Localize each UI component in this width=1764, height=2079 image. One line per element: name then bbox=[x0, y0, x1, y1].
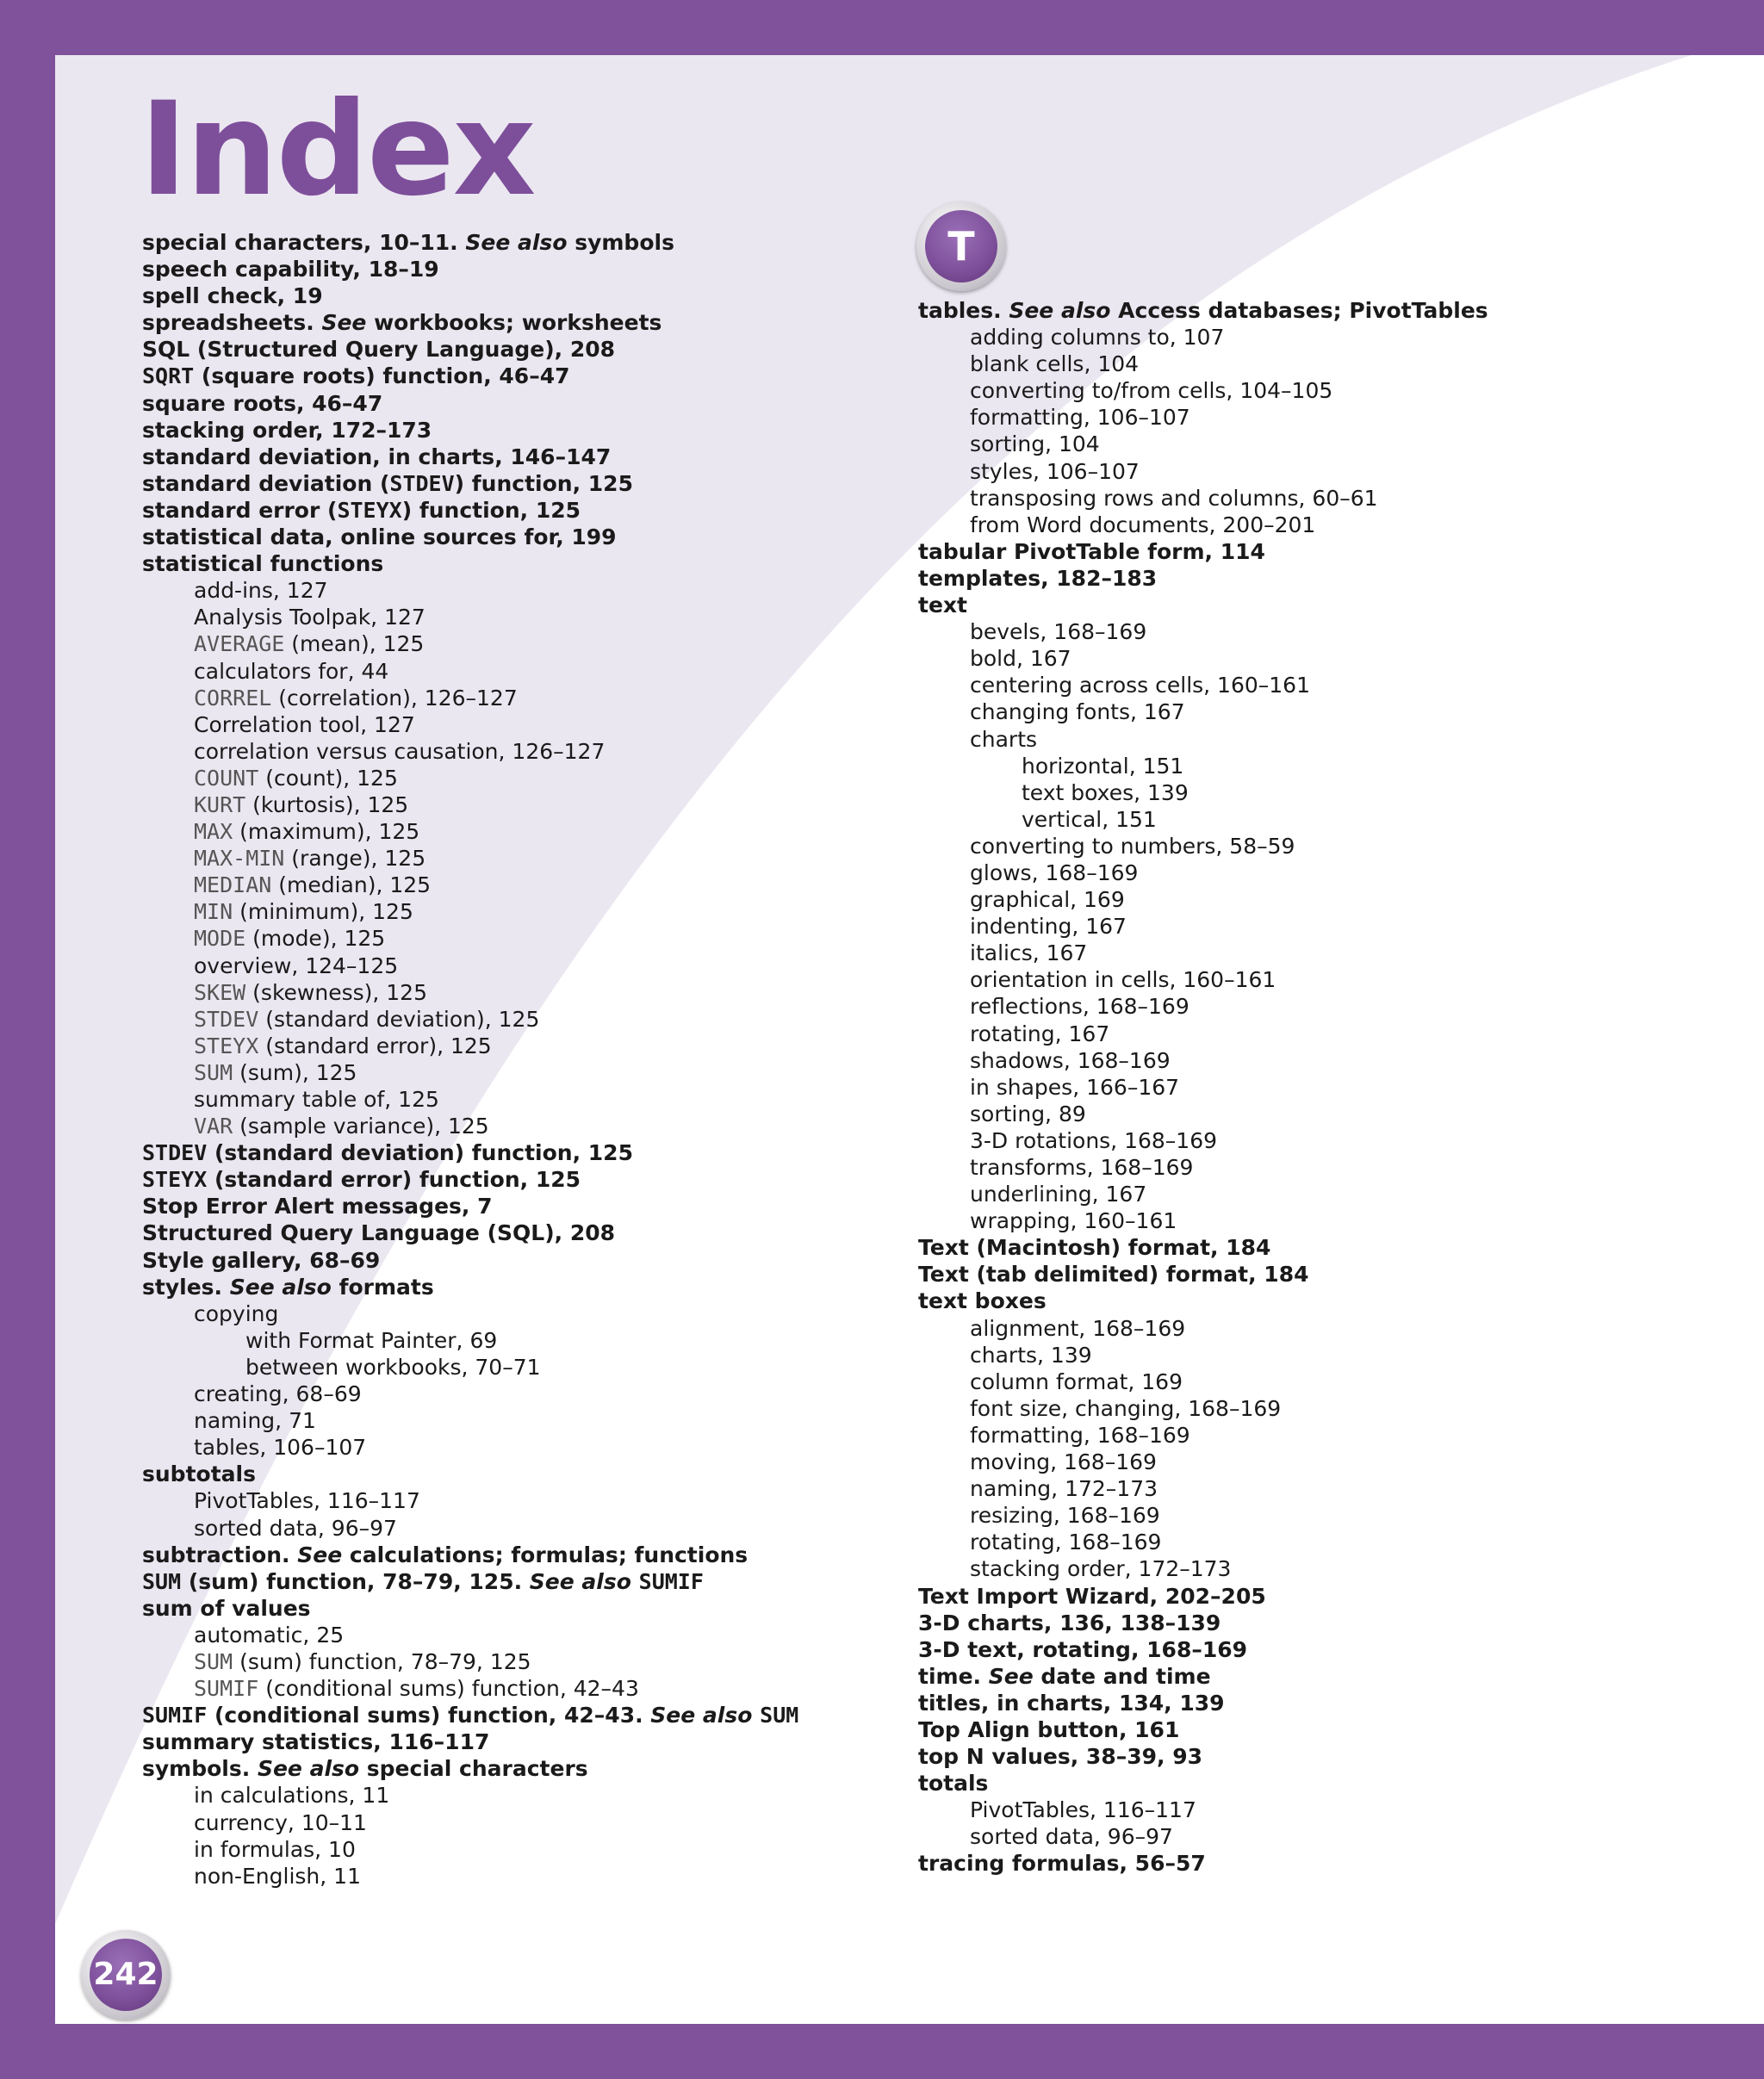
index-subentry bbox=[918, 618, 1693, 645]
entry-text: Access databases; PivotTables bbox=[1110, 298, 1488, 323]
code-term: MAX bbox=[194, 819, 233, 845]
entry-text: (mean), 125 bbox=[284, 631, 425, 657]
entry-text: tracing formulas, 56–57 bbox=[918, 1851, 1206, 1877]
index-subentry bbox=[918, 886, 1693, 913]
code-term: STEYX bbox=[337, 497, 402, 523]
index-entry bbox=[142, 229, 900, 256]
entry-text: (minimum), 125 bbox=[233, 899, 413, 925]
entry-text: between workbooks, 70–71 bbox=[245, 1354, 541, 1380]
entry-text: (standard deviation) function, 125 bbox=[207, 1140, 633, 1166]
entry-text: (standard error), 125 bbox=[258, 1033, 492, 1058]
entry-text: charts, 139 bbox=[970, 1342, 1092, 1368]
index-subentry bbox=[142, 630, 900, 657]
entry-text: (sum) function, 78–79, 125. bbox=[181, 1568, 530, 1594]
entry-text: in calculations, 11 bbox=[194, 1783, 390, 1809]
index-subentry bbox=[142, 872, 900, 898]
index-subentry bbox=[142, 1113, 900, 1139]
see-reference: See bbox=[988, 1663, 1034, 1689]
entry-text: (correlation), 126–127 bbox=[271, 685, 518, 711]
entry-text: (median), 125 bbox=[271, 872, 432, 898]
code-term: KURT bbox=[194, 791, 246, 817]
index-subentry bbox=[918, 1047, 1693, 1074]
entry-text: currency, 10–11 bbox=[194, 1809, 367, 1835]
entry-text: (sum) function, 78–79, 125 bbox=[233, 1648, 531, 1674]
see-reference: See also bbox=[465, 230, 568, 255]
entry-text: statistical functions bbox=[142, 551, 384, 577]
index-column-left bbox=[142, 229, 900, 1890]
entry-text: transposing rows and columns, 60–61 bbox=[970, 485, 1378, 511]
index-entry bbox=[918, 1610, 1693, 1636]
index-subentry bbox=[918, 1342, 1693, 1368]
entry-text: transforms, 168–169 bbox=[970, 1155, 1194, 1180]
entry-text: PivotTables, 116–117 bbox=[970, 1797, 1196, 1823]
entry-text: glows, 168–169 bbox=[970, 860, 1139, 885]
see-reference: See also bbox=[1009, 298, 1111, 323]
index-subentry bbox=[918, 1074, 1693, 1101]
index-entry bbox=[142, 256, 900, 282]
entry-text: titles, in charts, 134, 139 bbox=[918, 1690, 1225, 1716]
entry-text: Text Import Wizard, 202–205 bbox=[918, 1583, 1266, 1609]
entry-text: (conditional sums) function, 42–43. bbox=[207, 1703, 651, 1728]
code-term: SUMIF bbox=[638, 1568, 704, 1594]
index-entry bbox=[142, 390, 900, 417]
entry-text: alignment, 168–169 bbox=[970, 1315, 1186, 1341]
index-subentry bbox=[142, 1809, 900, 1836]
code-term: SQRT bbox=[142, 363, 195, 389]
index-entry bbox=[142, 282, 900, 309]
entry-text: text boxes, 139 bbox=[1022, 779, 1189, 805]
index-subentry bbox=[142, 845, 900, 872]
index-column-right bbox=[918, 297, 1693, 1877]
index-subentry bbox=[918, 806, 1693, 833]
entry-text: (standard deviation), 125 bbox=[258, 1006, 540, 1032]
entry-text: tabular PivotTable form, 114 bbox=[918, 538, 1265, 564]
index-entry bbox=[142, 497, 900, 524]
code-term: MODE bbox=[194, 926, 246, 952]
index-entry bbox=[142, 550, 900, 577]
index-entry bbox=[142, 309, 900, 336]
code-term: STEYX bbox=[142, 1167, 208, 1193]
entry-text: (count), 125 bbox=[258, 765, 398, 791]
index-subentry bbox=[918, 698, 1693, 725]
index-subentry bbox=[918, 458, 1693, 485]
entry-text: tables, 106–107 bbox=[194, 1435, 367, 1461]
entry-text: 3-D rotations, 168–169 bbox=[970, 1127, 1218, 1153]
index-entry bbox=[142, 1193, 900, 1219]
entry-text: with Format Painter, 69 bbox=[245, 1327, 498, 1353]
entry-text: 3-D text, rotating, 168–169 bbox=[918, 1636, 1248, 1662]
index-subentry bbox=[918, 377, 1693, 404]
entry-text: Correlation tool, 127 bbox=[194, 711, 415, 737]
code-term: CORREL bbox=[194, 685, 272, 711]
index-entry bbox=[142, 1755, 900, 1782]
entry-text: (mode), 125 bbox=[245, 926, 386, 952]
index-entry bbox=[142, 1139, 900, 1166]
index-subentry bbox=[142, 1863, 900, 1890]
index-entry bbox=[142, 363, 900, 389]
entry-text: (kurtosis), 125 bbox=[245, 791, 409, 817]
entry-text: (conditional sums) function, 42–43 bbox=[258, 1676, 639, 1702]
entry-text: Structured Query Language (SQL), 208 bbox=[142, 1220, 616, 1246]
entry-text: in shapes, 166–167 bbox=[970, 1074, 1180, 1100]
index-subentry bbox=[142, 1434, 900, 1461]
index-subentry bbox=[918, 1555, 1693, 1582]
see-reference: See also bbox=[650, 1703, 753, 1728]
entry-text: (standard error) function, 125 bbox=[207, 1167, 581, 1193]
index-entry bbox=[142, 470, 900, 497]
entry-text: SQL (Structured Query Language), 208 bbox=[142, 337, 616, 363]
entry-text: converting to/from cells, 104–105 bbox=[970, 378, 1333, 404]
entry-text: adding columns to, 107 bbox=[970, 325, 1225, 351]
entry-text: sum of values bbox=[142, 1595, 311, 1621]
entry-text: standard deviation, in charts, 146–147 bbox=[142, 444, 612, 469]
see-reference: See also bbox=[257, 1756, 360, 1782]
entry-text: from Word documents, 200–201 bbox=[970, 512, 1316, 537]
index-subentry bbox=[142, 1782, 900, 1809]
index-entry bbox=[918, 1288, 1693, 1314]
code-term: SKEW bbox=[194, 979, 246, 1005]
entry-text: resizing, 168–169 bbox=[970, 1503, 1160, 1529]
entry-text: calculations; formulas; functions bbox=[342, 1542, 748, 1567]
index-subentry bbox=[918, 1502, 1693, 1529]
index-subentry bbox=[918, 1395, 1693, 1422]
entry-text: square roots, 46–47 bbox=[142, 390, 383, 416]
entry-text: overview, 124–125 bbox=[194, 953, 399, 978]
code-term: COUNT bbox=[194, 765, 259, 791]
index-entry bbox=[918, 1690, 1693, 1716]
index-subentry bbox=[142, 711, 900, 738]
code-term: MEDIAN bbox=[194, 872, 272, 898]
index-entry bbox=[142, 1595, 900, 1622]
index-subentry bbox=[918, 324, 1693, 351]
index-entry bbox=[142, 336, 900, 363]
index-subentry bbox=[142, 604, 900, 630]
code-term: SUM bbox=[142, 1568, 182, 1594]
index-entry bbox=[142, 1542, 900, 1568]
index-entry bbox=[142, 1461, 900, 1487]
entry-text: totals bbox=[918, 1771, 989, 1797]
entry-text: centering across cells, 160–161 bbox=[970, 673, 1310, 698]
entry-text: (sample variance), 125 bbox=[233, 1114, 489, 1139]
code-term: STDEV bbox=[194, 1006, 259, 1032]
index-subentry bbox=[142, 765, 900, 791]
index-subentry bbox=[142, 791, 900, 818]
index-entry bbox=[142, 1247, 900, 1274]
index-subentry bbox=[918, 672, 1693, 698]
see-reference: See bbox=[321, 310, 367, 336]
index-subentry bbox=[142, 1407, 900, 1434]
index-subentry bbox=[918, 1021, 1693, 1047]
index-subentry bbox=[918, 860, 1693, 886]
index-subentry bbox=[918, 1127, 1693, 1154]
entry-text: rotating, 168–169 bbox=[970, 1530, 1162, 1555]
index-page bbox=[55, 55, 1764, 2024]
entry-text: column format, 169 bbox=[970, 1368, 1183, 1394]
entry-text: text boxes bbox=[918, 1288, 1047, 1314]
entry-text: ) function, 125 bbox=[401, 497, 581, 523]
index-subentry bbox=[918, 1315, 1693, 1342]
entry-text: spreadsheets. bbox=[142, 310, 322, 336]
code-term: MAX-MIN bbox=[194, 846, 285, 872]
index-subentry bbox=[142, 577, 900, 604]
index-entry bbox=[918, 1583, 1693, 1610]
entry-text: symbols bbox=[567, 230, 674, 255]
index-subentry bbox=[918, 485, 1693, 512]
entry-text: Analysis Toolpak, 127 bbox=[194, 605, 425, 630]
index-entry bbox=[918, 1261, 1693, 1288]
index-subentry bbox=[142, 1836, 900, 1863]
index-subentry bbox=[918, 351, 1693, 377]
entry-text: symbols. bbox=[142, 1756, 258, 1782]
page-number: 242 bbox=[90, 1939, 162, 2011]
index-subentry bbox=[142, 1354, 900, 1381]
index-subentry bbox=[142, 1648, 900, 1675]
index-entry bbox=[918, 1770, 1693, 1797]
index-subentry bbox=[918, 404, 1693, 431]
index-subentry bbox=[918, 753, 1693, 779]
entry-text: sorted data, 96–97 bbox=[970, 1824, 1173, 1850]
index-subentry bbox=[142, 1675, 900, 1702]
entry-text: non-English, 11 bbox=[194, 1863, 361, 1889]
index-subentry bbox=[142, 738, 900, 765]
entry-text: blank cells, 104 bbox=[970, 351, 1140, 377]
entry-text: automatic, 25 bbox=[194, 1622, 345, 1648]
entry-text: styles. bbox=[142, 1274, 230, 1300]
index-subentry bbox=[142, 898, 900, 925]
entry-text: summary statistics, 116–117 bbox=[142, 1729, 490, 1755]
index-entry bbox=[918, 297, 1693, 324]
code-term: SUM bbox=[194, 1648, 233, 1674]
entry-text: orientation in cells, 160–161 bbox=[970, 967, 1276, 993]
index-entry bbox=[142, 444, 900, 470]
entry-text: (square roots) function, 46–47 bbox=[194, 363, 570, 389]
entry-text: (range), 125 bbox=[284, 846, 426, 872]
index-entry bbox=[142, 1702, 900, 1728]
index-subentry bbox=[918, 1154, 1693, 1181]
index-entry bbox=[142, 1568, 900, 1595]
code-term: SUM bbox=[760, 1703, 799, 1728]
index-subentry bbox=[918, 966, 1693, 993]
entry-text: speech capability, 18–19 bbox=[142, 257, 439, 282]
code-term: SUMIF bbox=[142, 1703, 208, 1728]
index-entry bbox=[918, 538, 1693, 565]
index-subentry bbox=[918, 1449, 1693, 1475]
entry-text: top N values, 38–39, 93 bbox=[918, 1744, 1202, 1770]
index-entry bbox=[142, 417, 900, 444]
index-subentry bbox=[142, 1327, 900, 1354]
entry-text: creating, 68–69 bbox=[194, 1381, 362, 1407]
index-subentry bbox=[918, 1207, 1693, 1234]
entry-text: wrapping, 160–161 bbox=[970, 1208, 1177, 1234]
index-subentry bbox=[918, 993, 1693, 1020]
code-term: STEYX bbox=[194, 1033, 259, 1058]
entry-text: reflections, 168–169 bbox=[970, 994, 1189, 1020]
index-subentry bbox=[142, 925, 900, 952]
entry-text: bold, 167 bbox=[970, 646, 1071, 672]
entry-text: converting to numbers, 58–59 bbox=[970, 833, 1295, 859]
entry-text: calculators for, 44 bbox=[194, 658, 389, 684]
entry-text: correlation versus causation, 126–127 bbox=[194, 738, 606, 764]
index-entry bbox=[918, 1636, 1693, 1663]
entry-text: Style gallery, 68–69 bbox=[142, 1247, 381, 1273]
entry-text: horizontal, 151 bbox=[1022, 753, 1184, 779]
see-reference: See also bbox=[229, 1274, 332, 1300]
index-entry bbox=[918, 1234, 1693, 1261]
index-subentry bbox=[142, 1086, 900, 1113]
see-reference: See bbox=[297, 1542, 343, 1567]
entry-text: naming, 172–173 bbox=[970, 1476, 1158, 1502]
entry-text bbox=[631, 1569, 639, 1594]
index-subentry bbox=[918, 431, 1693, 457]
entry-text: Text (tab delimited) format, 184 bbox=[918, 1262, 1309, 1288]
entry-text: workbooks; worksheets bbox=[366, 310, 662, 336]
code-term: STDEV bbox=[142, 1140, 208, 1166]
code-term: STDEV bbox=[389, 470, 455, 496]
index-subentry bbox=[918, 1368, 1693, 1395]
code-term: SUM bbox=[194, 1059, 233, 1085]
entry-text: add-ins, 127 bbox=[194, 578, 328, 604]
index-subentry bbox=[918, 1475, 1693, 1502]
entry-text: summary table of, 125 bbox=[194, 1087, 439, 1112]
index-subentry bbox=[918, 779, 1693, 806]
entry-text: naming, 71 bbox=[194, 1408, 316, 1434]
index-subentry bbox=[142, 953, 900, 979]
index-entry bbox=[918, 1850, 1693, 1877]
index-subentry bbox=[918, 1422, 1693, 1449]
entry-text: (sum), 125 bbox=[233, 1059, 357, 1085]
index-entry bbox=[142, 1219, 900, 1246]
index-subentry bbox=[918, 833, 1693, 860]
entry-text: shadows, 168–169 bbox=[970, 1047, 1171, 1073]
entry-text: subtotals bbox=[142, 1462, 256, 1487]
entry-text bbox=[752, 1703, 760, 1728]
index-subentry bbox=[918, 1823, 1693, 1850]
entry-text: sorting, 89 bbox=[970, 1101, 1086, 1126]
index-subentry bbox=[918, 1529, 1693, 1555]
entry-text: copying bbox=[194, 1300, 279, 1326]
entry-text: italics, 167 bbox=[970, 940, 1088, 966]
index-entry bbox=[918, 1743, 1693, 1770]
page-number-badge bbox=[81, 1930, 171, 2020]
entry-text: graphical, 169 bbox=[970, 887, 1125, 913]
index-entry bbox=[142, 524, 900, 550]
entry-text: underlining, 167 bbox=[970, 1182, 1147, 1207]
entry-text: PivotTables, 116–117 bbox=[194, 1488, 420, 1514]
entry-text: sorting, 104 bbox=[970, 431, 1100, 457]
entry-text: special characters, 10–11. bbox=[142, 230, 466, 255]
see-reference: See also bbox=[529, 1568, 631, 1594]
index-subentry bbox=[142, 1487, 900, 1514]
page-title: Index bbox=[140, 75, 535, 225]
entry-text: font size, changing, 168–169 bbox=[970, 1395, 1282, 1421]
code-term: MIN bbox=[194, 899, 233, 925]
entry-text: indenting, 167 bbox=[970, 914, 1127, 940]
entry-text: styles, 106–107 bbox=[970, 458, 1140, 484]
entry-text: standard error ( bbox=[142, 497, 338, 523]
entry-text: rotating, 167 bbox=[970, 1021, 1110, 1046]
entry-text: time. bbox=[918, 1663, 989, 1689]
entry-text: text bbox=[918, 593, 967, 618]
entry-text: moving, 168–169 bbox=[970, 1449, 1157, 1475]
index-subentry bbox=[142, 1006, 900, 1033]
entry-text: Stop Error Alert messages, 7 bbox=[142, 1194, 493, 1219]
index-subentry bbox=[142, 979, 900, 1006]
index-subentry bbox=[142, 1033, 900, 1059]
entry-text: (maximum), 125 bbox=[233, 819, 420, 845]
entry-text: stacking order, 172–173 bbox=[970, 1556, 1232, 1582]
section-letter: T bbox=[925, 210, 997, 282]
entry-text: formatting, 106–107 bbox=[970, 405, 1190, 431]
code-term: SUMIF bbox=[194, 1676, 259, 1702]
index-subentry bbox=[142, 1622, 900, 1648]
entry-text: bevels, 168–169 bbox=[970, 619, 1147, 645]
entry-text: formatting, 168–169 bbox=[970, 1422, 1190, 1448]
entry-text: stacking order, 172–173 bbox=[142, 417, 432, 443]
index-subentry bbox=[918, 645, 1693, 672]
entry-text: 3-D charts, 136, 138–139 bbox=[918, 1610, 1221, 1635]
index-subentry bbox=[142, 1515, 900, 1542]
entry-text: ) function, 125 bbox=[454, 470, 633, 496]
index-entry bbox=[142, 1274, 900, 1300]
section-letter-badge bbox=[916, 202, 1006, 291]
entry-text: charts bbox=[970, 726, 1038, 752]
entry-text: standard deviation ( bbox=[142, 470, 390, 496]
index-subentry bbox=[142, 658, 900, 685]
index-subentry bbox=[142, 1300, 900, 1327]
entry-text: tables. bbox=[918, 298, 1009, 323]
index-subentry bbox=[142, 818, 900, 845]
index-entry bbox=[918, 592, 1693, 618]
entry-text: Top Align button, 161 bbox=[918, 1716, 1180, 1742]
index-subentry bbox=[142, 685, 900, 711]
entry-text: in formulas, 10 bbox=[194, 1836, 356, 1862]
entry-text: formats bbox=[331, 1274, 434, 1300]
entry-text: templates, 182–183 bbox=[918, 565, 1158, 591]
index-subentry bbox=[142, 1059, 900, 1086]
code-term: AVERAGE bbox=[194, 631, 285, 657]
index-subentry bbox=[918, 913, 1693, 940]
entry-text: vertical, 151 bbox=[1022, 806, 1157, 832]
index-subentry bbox=[918, 1797, 1693, 1823]
index-entry bbox=[142, 1166, 900, 1193]
index-subentry bbox=[918, 940, 1693, 966]
entry-text: spell check, 19 bbox=[142, 283, 323, 309]
entry-text: special characters bbox=[359, 1756, 588, 1782]
index-subentry bbox=[918, 1181, 1693, 1207]
index-subentry bbox=[918, 726, 1693, 753]
index-entry bbox=[918, 1716, 1693, 1743]
entry-text: sorted data, 96–97 bbox=[194, 1515, 397, 1541]
index-entry bbox=[142, 1728, 900, 1755]
index-entry bbox=[918, 1663, 1693, 1690]
index-subentry bbox=[142, 1381, 900, 1407]
entry-text: (skewness), 125 bbox=[245, 979, 427, 1005]
index-subentry bbox=[918, 1101, 1693, 1127]
code-term: VAR bbox=[194, 1114, 233, 1139]
entry-text: Text (Macintosh) format, 184 bbox=[918, 1235, 1271, 1261]
entry-text: date and time bbox=[1033, 1663, 1211, 1689]
entry-text: statistical data, online sources for, 199 bbox=[142, 524, 617, 550]
entry-text: changing fonts, 167 bbox=[970, 699, 1185, 725]
entry-text: subtraction. bbox=[142, 1542, 298, 1567]
index-subentry bbox=[918, 512, 1693, 538]
index-entry bbox=[918, 565, 1693, 592]
